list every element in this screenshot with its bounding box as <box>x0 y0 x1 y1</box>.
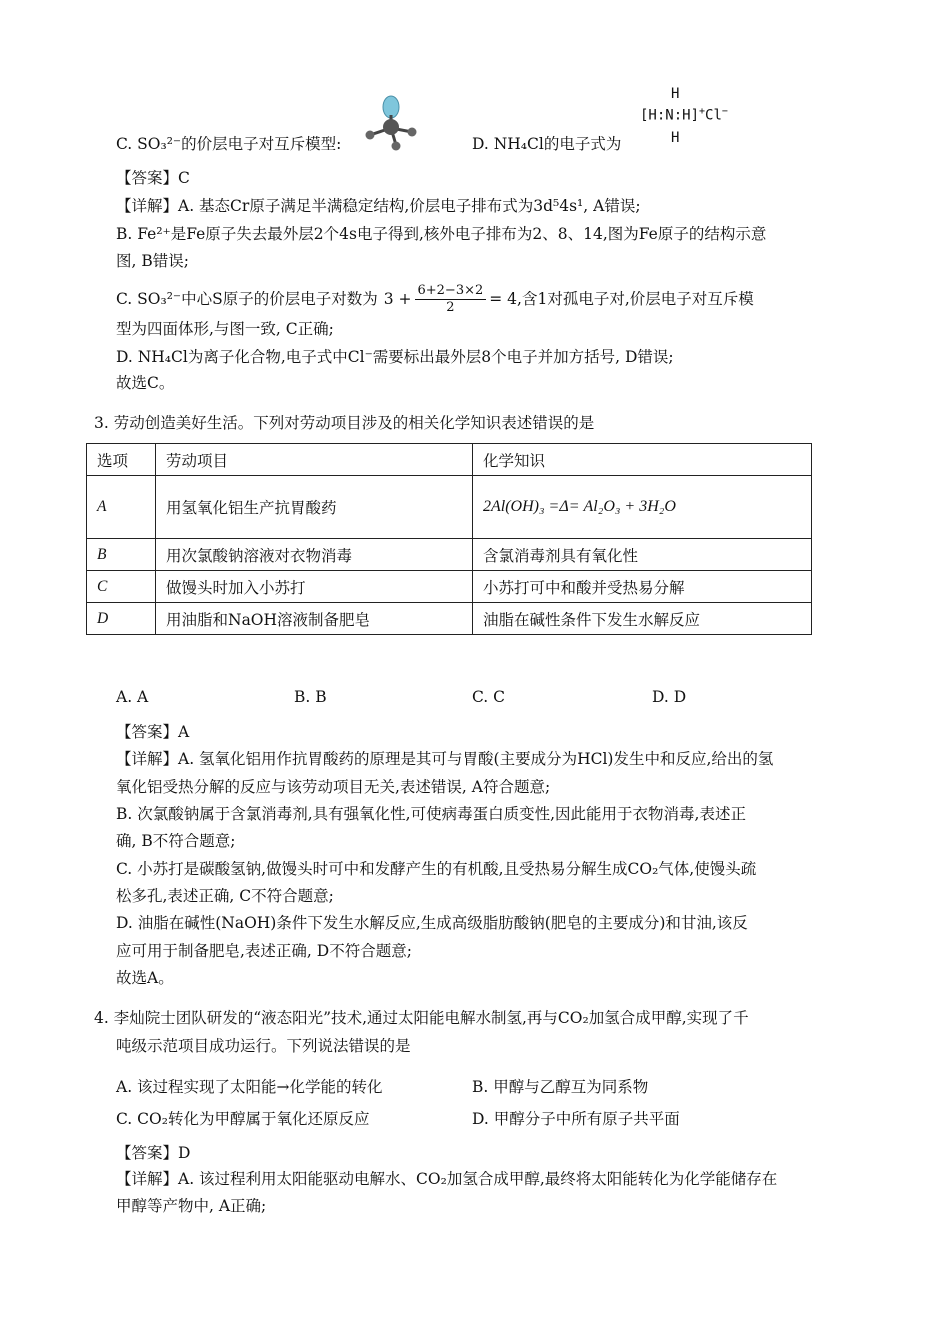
formula-anion-charge: − <box>721 106 728 117</box>
row-knowledge: 2Al(OH)₃ =Δ= Al₂O₃ + 3H₂O <box>473 476 812 539</box>
header-option: 选项 <box>87 444 156 476</box>
formula-cation: [H:N:H] <box>640 107 700 124</box>
q3-table <box>86 443 812 635</box>
q2-detail-line-2: B. Fe²⁺是Fe原子失去最外层2个4s电子得到,核外电子排布为2、8、14,图为Fe原子的结构示意 <box>116 225 767 243</box>
q4-answer: 【答案】D <box>116 1144 191 1162</box>
q3-choice-c[interactable]: C. C <box>472 688 506 706</box>
frac-prefix: 3 + <box>383 290 412 308</box>
so3-vsepr-model-image <box>360 95 422 155</box>
q3-detail-line-6: 松多孔,表述正确, C不符合题意; <box>116 887 334 905</box>
row-knowledge: 小苏打可中和酸并受热易分解 <box>473 571 812 603</box>
row-knowledge: 含氯消毒剂具有氧化性 <box>473 539 812 571</box>
q3-detail-line-8: 应可用于制备肥皂,表述正确, D不符合题意; <box>116 942 412 960</box>
q3-detail-line-2: 氧化铝受热分解的反应与该劳动项目无关,表述错误, A符合题意; <box>116 778 551 796</box>
q2-detail-line-5: 型为四面体形,与图一致, C正确; <box>116 320 334 338</box>
q3-detail-line-4: 确, B不符合题意; <box>116 832 236 850</box>
table-row <box>87 603 812 635</box>
q3-answer: 【答案】A <box>116 723 190 741</box>
q3-choice-d[interactable]: D. D <box>652 688 687 706</box>
q4-choice-d[interactable]: D. 甲醇分子中所有原子共平面 <box>472 1110 680 1128</box>
row-task: 用氢氧化铝生产抗胃酸药 <box>156 476 473 539</box>
q2-detail-line-7: 故选C。 <box>116 374 175 392</box>
q3-stem: 3. 劳动创造美好生活。下列对劳动项目涉及的相关化学知识表述错误的是 <box>94 414 595 432</box>
q2-option-d: D. NH₄Cl的电子式为 <box>472 135 622 153</box>
q2-detail-line-3: 图, B错误; <box>116 252 189 270</box>
q2-answer: 【答案】C <box>116 169 190 187</box>
q2-detail-line-1: 【详解】A. 基态Cr原子满足半满稳定结构,价层电子排布式为3d⁵4s¹, A错误; <box>116 197 641 215</box>
row-task: 做馒头时加入小苏打 <box>156 571 473 603</box>
fraction-denominator: 2 <box>446 299 455 315</box>
row-option: B <box>87 539 156 571</box>
table-header-row <box>87 444 812 476</box>
q3-choice-a[interactable]: A. A <box>116 688 149 706</box>
table-row <box>87 571 812 603</box>
q4-stem-line-2: 吨级示范项目成功运行。下列说法错误的是 <box>116 1037 411 1055</box>
fraction-numerator: 6+2−3×2 <box>415 283 487 300</box>
row-task: 用次氯酸钠溶液对衣物消毒 <box>156 539 473 571</box>
q4-detail-line-1: 【详解】A. 该过程利用太阳能驱动电解水、CO₂加氢合成甲醇,最终将太阳能转化为化学能储存在 <box>116 1170 778 1188</box>
formula-cation-charge: + <box>699 106 706 117</box>
row-option: D <box>87 603 156 635</box>
q4-choice-a[interactable]: A. 该过程实现了太阳能→化学能的转化 <box>116 1078 383 1096</box>
row-option: C <box>87 571 156 603</box>
formula-top-h: H <box>671 86 680 102</box>
q4-detail-line-2: 甲醇等产物中, A正确; <box>116 1197 267 1215</box>
q4-stem-line-1: 4. 李灿院士团队研发的“液态阳光”技术,通过太阳能电解水制氢,再与CO₂加氢合成甲醇,实现了千 <box>94 1009 749 1027</box>
q2-option-c: C. SO₃²⁻的价层电子对互斥模型: <box>116 135 342 153</box>
q3-detail-line-3: B. 次氯酸钠属于含氯消毒剂,具有强氧化性,可使病毒蛋白质变性,因此能用于衣物消毒,表述正 <box>116 805 746 823</box>
table-row <box>87 539 812 571</box>
q3-detail-line-5: C. 小苏打是碳酸氢钠,做馒头时可中和发酵产生的有机酸,且受热易分解生成CO₂气体,使馒头疏 <box>116 860 757 878</box>
q3-choice-b[interactable]: B. B <box>294 688 327 706</box>
q4-choice-c[interactable]: C. CO₂转化为甲醇属于氧化还原反应 <box>116 1110 370 1128</box>
row-knowledge: 油脂在碱性条件下发生水解反应 <box>473 603 812 635</box>
formula-anion: Cl <box>705 107 722 124</box>
q2-detail-line-6: D. NH₄Cl为离子化合物,电子式中Cl⁻需要标出最外层8个电子并加方括号, D错误; <box>116 348 674 366</box>
frac-suffix: = 4,含1对孤电子对,价层电子对互斥模 <box>489 290 754 308</box>
header-knowledge: 化学知识 <box>473 444 812 476</box>
q3-detail-line-9: 故选A。 <box>116 969 174 987</box>
q4-choice-b[interactable]: B. 甲醇与乙醇互为同系物 <box>472 1078 649 1096</box>
q3-detail-line-1: 【详解】A. 氢氧化铝用作抗胃酸药的原理是其可与胃酸(主要成分为HCl)发生中和反应,给出的氢 <box>116 750 774 768</box>
table-row <box>87 476 812 539</box>
formula-bottom-h: H <box>671 130 680 146</box>
q2-detail-c-text: C. SO₃²⁻中心S原子的价层电子对数为 <box>116 290 378 308</box>
q2-detail-line-4 <box>116 279 754 319</box>
q3-detail-line-7: D. 油脂在碱性(NaOH)条件下发生水解反应,生成高级脂肪酸钠(肥皂的主要成分)和甘油,该反 <box>116 914 748 932</box>
header-task: 劳动项目 <box>156 444 473 476</box>
row-option: A <box>87 476 156 539</box>
vsepr-fraction <box>415 283 487 316</box>
row-task: 用油脂和NaOH溶液制备肥皂 <box>156 603 473 635</box>
